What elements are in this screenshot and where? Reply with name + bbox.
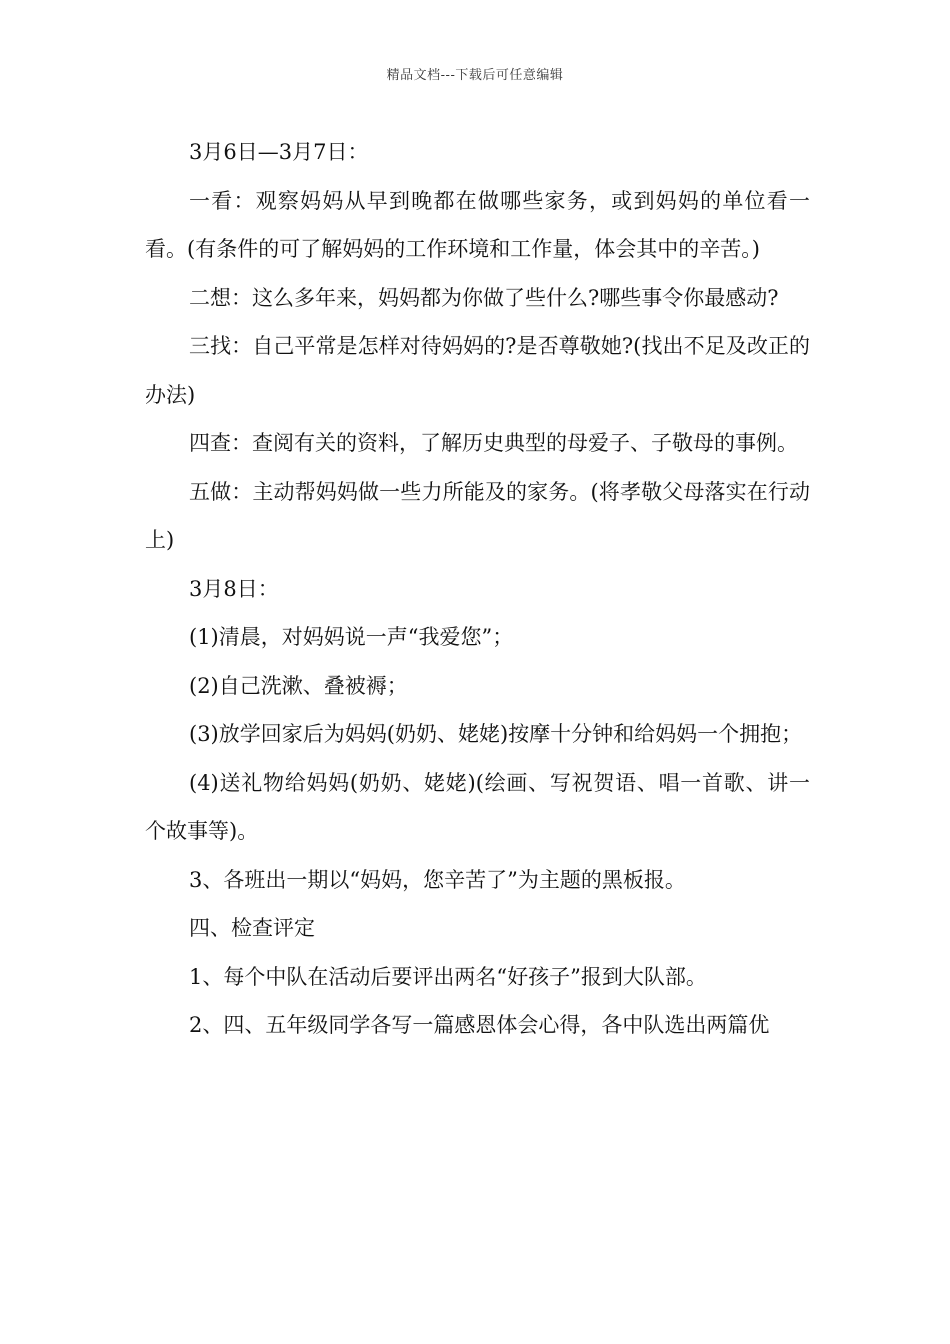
paragraph-blackboard: 3、各班出一期以“妈妈，您辛苦了”为主题的黑板报。: [189, 867, 686, 892]
paragraph-evaluation-1: 1、每个中队在活动后要评出两名“好孩子”报到大队部。: [189, 964, 707, 989]
document-body: [145, 128, 810, 1050]
paragraph-item-1: (1)清晨，对妈妈说一声“我爱您”；: [189, 625, 514, 649]
section-heading-evaluation: 四、检查评定: [189, 916, 315, 940]
paragraph-check: 四查：查阅有关的资料，了解历史典型的母爱子、子敬母的事例。: [189, 431, 798, 455]
paragraph-item-2: (2)自己洗漱、叠被褥；: [189, 673, 408, 698]
page-header: 精品文档---下载后可任意编辑: [386, 68, 564, 83]
paragraph-do: 五做：主动帮妈妈做一些力所能及的家务。(将孝敬父母落实在行动上): [145, 479, 810, 552]
paragraph-item-3: (3)放学回家后为妈妈(奶奶、姥姥)按摩十分钟和给妈妈一个拥抱；: [189, 722, 803, 746]
paragraph-evaluation-2: 2、四、五年级同学各写一篇感恩体会心得，各中队选出两篇优: [189, 1013, 770, 1037]
paragraph-think: 二想：这么多年来，妈妈都为你做了些什么?哪些事令你最感动?: [189, 285, 779, 310]
paragraph-date-range: 3月6日—3月7日：: [189, 140, 369, 164]
paragraph-find: 三找：自己平常是怎样对待妈妈的?是否尊敬她?(找出不足及改正的办法): [145, 334, 810, 407]
paragraph-march-8: 3月8日：: [189, 576, 279, 601]
paragraph-look: 一看：观察妈妈从早到晚都在做哪些家务，或到妈妈的单位看一看。(有条件的可了解妈妈的工作环境和工作量，体会其中的辛苦。): [145, 188, 810, 261]
paragraph-item-4: (4)送礼物给妈妈(奶奶、姥姥)(绘画、写祝贺语、唱一首歌、讲一个故事等)。: [145, 770, 810, 843]
